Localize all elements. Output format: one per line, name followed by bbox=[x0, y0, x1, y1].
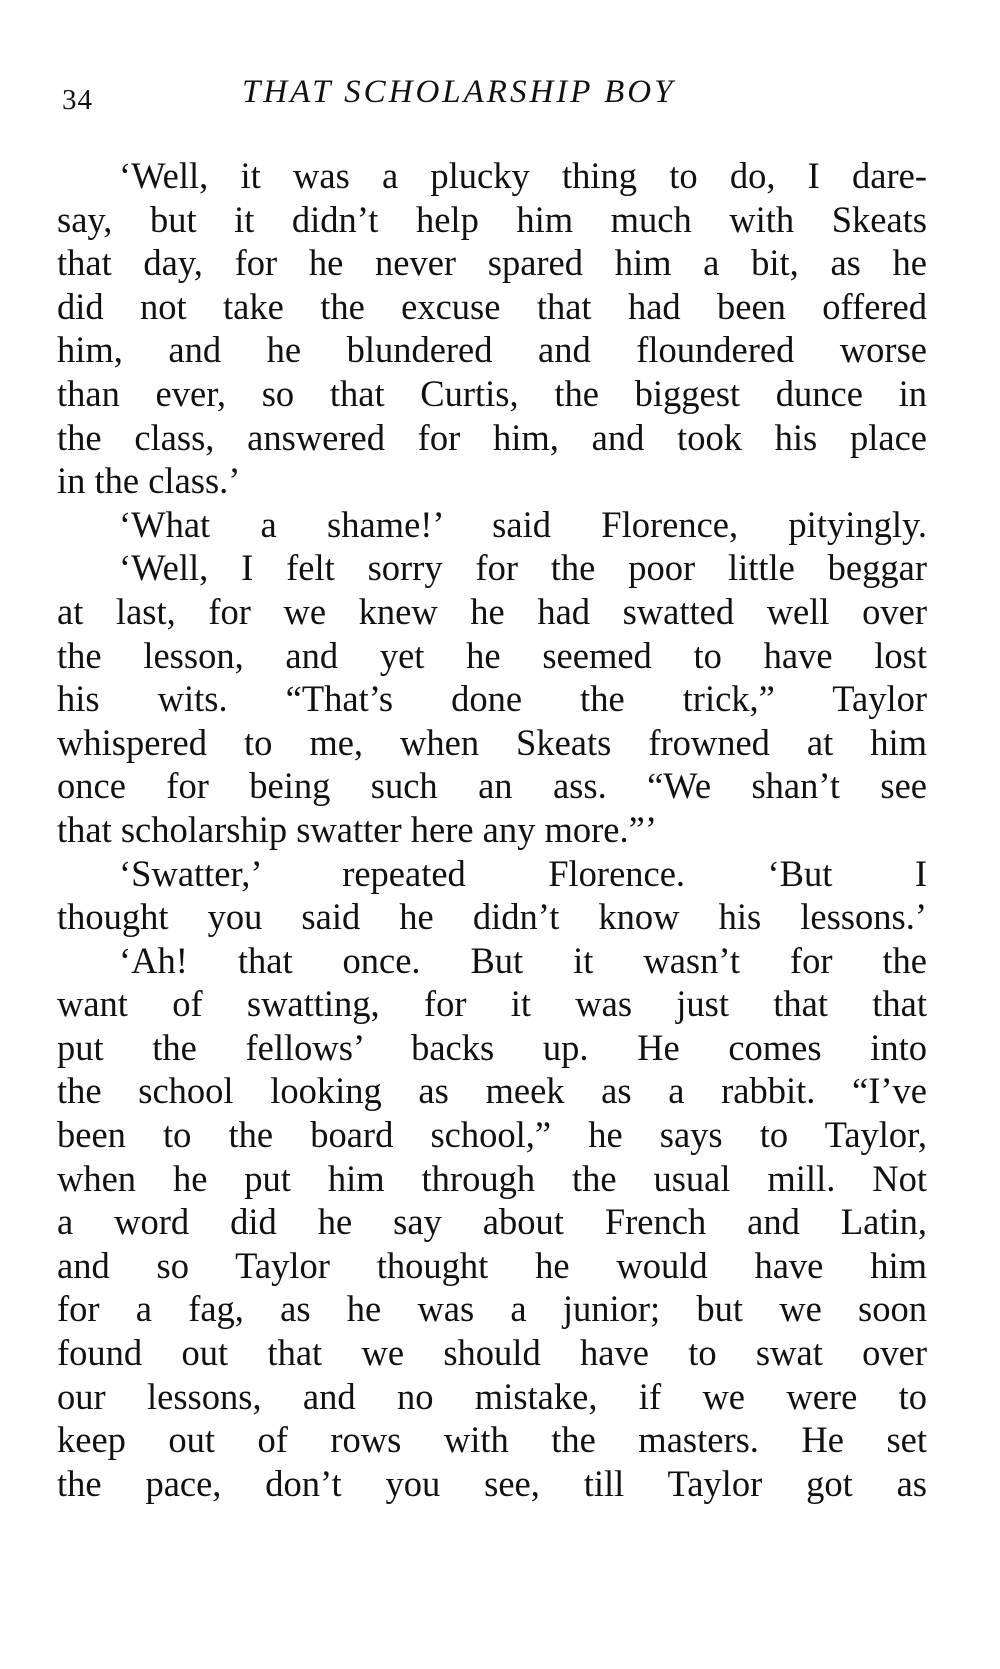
text-line: in the class.’ bbox=[57, 460, 241, 502]
text-line: for a fag, as he was a junior; but we soon bbox=[57, 1288, 927, 1330]
text-line: the pace, don’t you see, till Taylor got as bbox=[57, 1462, 927, 1504]
text-line: ‘What a shame!’ said Florence, pityingly. bbox=[119, 503, 927, 545]
text-line: did not take the excuse that had been offered bbox=[57, 285, 927, 327]
text-line: than ever, so that Curtis, the biggest dunce in bbox=[57, 372, 927, 414]
text-line: the lesson, and yet he seemed to have lost bbox=[57, 634, 927, 676]
body-text bbox=[57, 154, 927, 1505]
text-line: ‘Ah! that once. But it wasn’t for the bbox=[119, 939, 927, 981]
text-line: the school looking as meek as a rabbit. “I’ve bbox=[57, 1070, 927, 1112]
text-line: that scholarship swatter here any more.”’ bbox=[57, 808, 657, 850]
text-line: found out that we should have to swat over bbox=[57, 1332, 927, 1374]
text-line: want of swatting, for it was just that that bbox=[57, 983, 927, 1025]
text-line: our lessons, and no mistake, if we were to bbox=[57, 1375, 927, 1417]
text-line: at last, for we knew he had swatted well over bbox=[57, 590, 927, 632]
text-line: his wits. “That’s done the trick,” Taylor bbox=[57, 678, 927, 720]
text-line: thought you said he didn’t know his lessons.’ bbox=[57, 896, 927, 938]
text-line: ‘Swatter,’ repeated Florence. ‘But I bbox=[119, 852, 927, 894]
text-line: once for being such an ass. “We shan’t see bbox=[57, 765, 927, 807]
text-line: whispered to me, when Skeats frowned at him bbox=[57, 721, 927, 763]
text-line: when he put him through the usual mill. Not bbox=[57, 1157, 927, 1199]
text-line: and so Taylor thought he would have him bbox=[57, 1244, 927, 1286]
text-line: keep out of rows with the masters. He set bbox=[57, 1419, 927, 1461]
text-line: put the fellows’ backs up. He comes into bbox=[57, 1026, 927, 1068]
text-line: that day, for he never spared him a bit, as he bbox=[57, 242, 927, 284]
running-title: THAT SCHOLARSHIP BOY bbox=[242, 74, 676, 110]
text-line: ‘Well, it was a plucky thing to do, I dare- bbox=[119, 155, 927, 196]
running-head bbox=[62, 74, 932, 124]
text-line: been to the board school,” he says to Taylor, bbox=[57, 1114, 927, 1156]
text-line: the class, answered for him, and took his place bbox=[57, 416, 927, 458]
text-line: a word did he say about French and Latin, bbox=[57, 1201, 927, 1243]
page-number: 34 bbox=[62, 84, 93, 116]
text-line: him, and he blundered and floundered worse bbox=[57, 329, 927, 371]
text-line: ‘Well, I felt sorry for the poor little beggar bbox=[119, 547, 927, 589]
text-line: say, but it didn’t help him much with Skeats bbox=[57, 198, 927, 240]
